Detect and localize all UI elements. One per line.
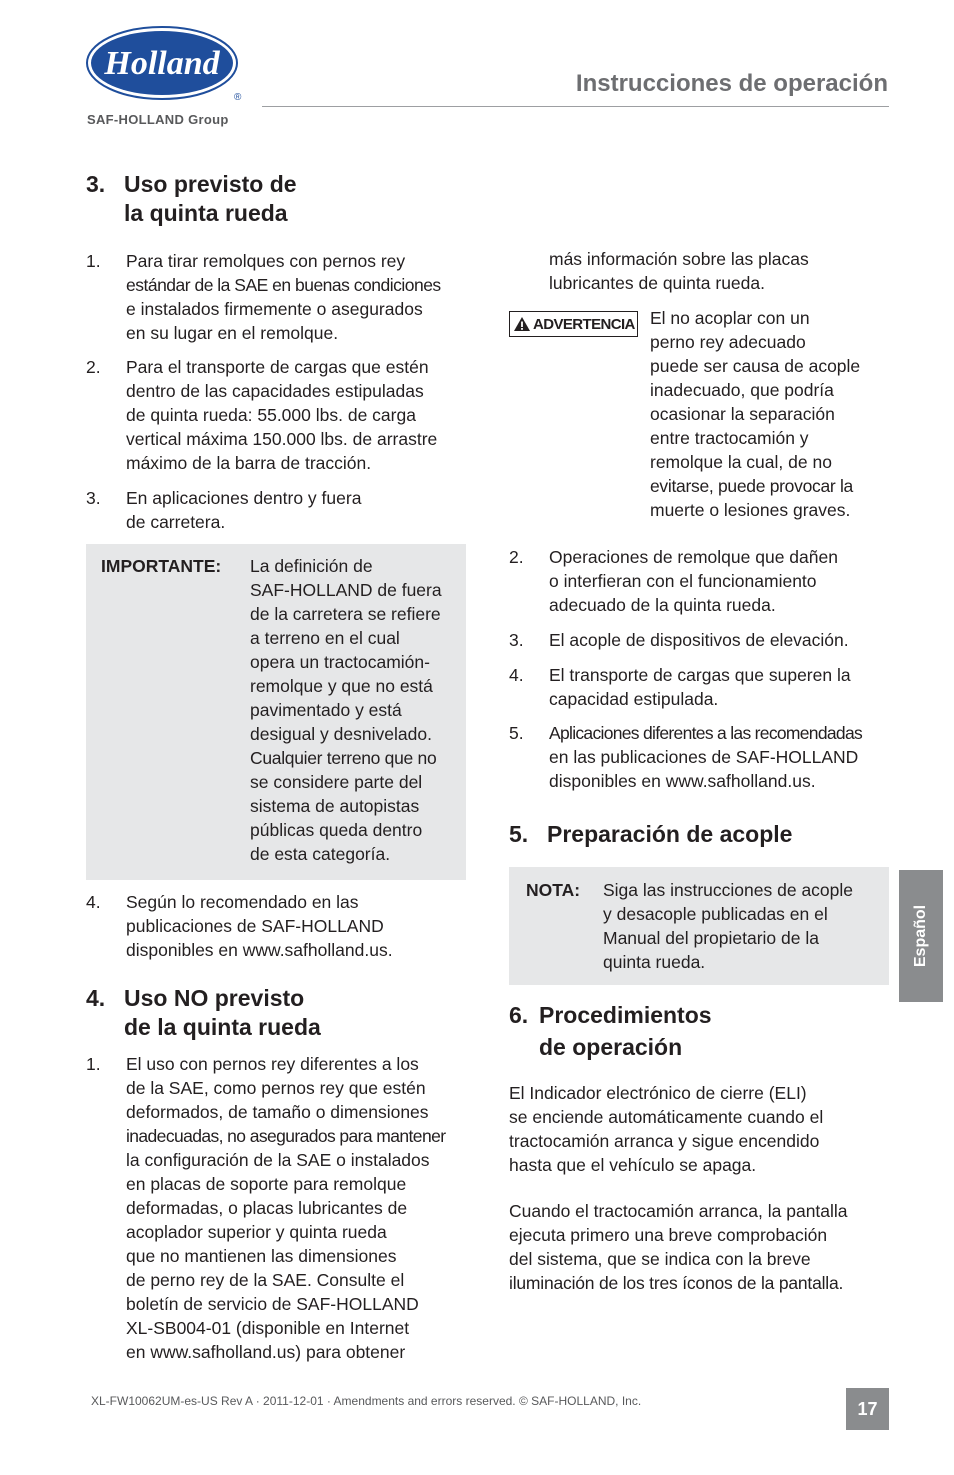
- list-item: 2. Operaciones de remolque que dañen o interfieran con el funcionamiento adecuado de la quinta rueda.: [509, 547, 838, 615]
- note-label: NOTA:: [526, 880, 581, 900]
- note-text: Siga las instrucciones de acople y desacople publicadas en el Manual del propietario de la quinta rueda.: [603, 880, 854, 972]
- logo-wordmark: Holland: [104, 45, 220, 82]
- list-item: 1. Para tirar remolques con pernos rey estándar de la SAE en buenas condiciones e instalados firmemente o asegurados en su lugar en el remolque.: [86, 251, 441, 343]
- warning-icon: [513, 316, 531, 332]
- continuation-text: más información sobre las placas lubricantes de quinta rueda.: [549, 249, 809, 293]
- list-item: 5. Aplicaciones diferentes a las recomendadas en las publicaciones de SAF-HOLLAND disponibles en www.safholland.us.: [509, 723, 863, 791]
- list-item: 2. Para el transporte de cargas que estén dentro de las capacidades estipuladas de quinta rueda: 55.000 lbs. de carga vertical máxima 150.000 lbs. de arrastre máximo de la barra de tracción.: [86, 357, 438, 473]
- list-item: 3. El acople de dispositivos de elevación.: [509, 630, 849, 650]
- section-5-heading: 5. Preparación de acople: [509, 821, 793, 847]
- warning-text: El no acoplar con un perno rey adecuado puede ser causa de acople inadecuado, que podría ocasionar la separación entre tractocamión y remolque la cual, de no evitarse, puede provocar la muerte o lesiones graves.: [650, 308, 861, 520]
- important-text: La definición de SAF-HOLLAND de fuera de la carretera se refiere a terreno en el cual opera un tractocamión- remolque y que no está pavimentado y está desigual y desnivelado. Cualquier terreno que no se considere parte del sistema de autopistas públicas queda dentro de esta categoría.: [250, 556, 442, 864]
- operation-paragraph-1: El Indicador electrónico de cierre (ELI) se enciende automáticamente cuando el tractocamión arranca y sigue encendido hasta que el vehículo se apaga.: [509, 1083, 824, 1175]
- section-6-heading: 6. Procedimientos de operación: [509, 1002, 712, 1060]
- holland-logo: [86, 26, 240, 104]
- list-item: 3. En aplicaciones dentro y fuera de carretera.: [86, 488, 362, 532]
- registered-mark: ®: [234, 92, 242, 103]
- page-header-title: Instrucciones de operación: [575, 70, 888, 97]
- section-4-heading: 4. Uso NO previsto de la quinta rueda: [86, 985, 321, 1040]
- page-number: 17: [846, 1388, 889, 1430]
- header-divider: [262, 106, 889, 107]
- list-item: 1. El uso con pernos rey diferentes a los de la SAE, como pernos rey que estén deformados, de tamaño o dimensiones inadecuadas, no asegurados para mantener la configuración de la SAE o instalados en placas de soporte para remolque deformadas, o placas lubricantes de acoplador superior y quinta rueda que no mantienen las dimensiones de perno rey de la SAE. Consulte el boletín de servicio de SAF-HOLLAND XL-SB004-01 (disponible en Internet en www.safholland.us) para obtener: [86, 1054, 446, 1362]
- note-callout: [509, 867, 889, 985]
- warning-badge: [509, 311, 638, 337]
- footer-text: XL-FW10062UM-es-US Rev A · 2011-12-01 · Amendments and errors reserved. © SAF-HOLLAND, Inc.: [91, 1394, 642, 1408]
- important-label: IMPORTANTE:: [101, 556, 222, 576]
- brand-group: SAF-HOLLAND Group: [87, 112, 229, 127]
- list-item: 4. Según lo recomendado en las publicaciones de SAF-HOLLAND disponibles en www.safholland.us.: [86, 892, 393, 960]
- section-3-heading: 3. Uso previsto de la quinta rueda: [86, 171, 297, 226]
- language-tab: Español: [899, 870, 943, 1002]
- list-item: 4. El transporte de cargas que superen la capacidad estipulada.: [509, 665, 851, 709]
- important-callout: [86, 544, 466, 880]
- operation-paragraph-2: Cuando el tractocamión arranca, la pantalla ejecuta primero una breve comprobación del sistema, que se indica con la breve iluminación de los tres íconos de la pantalla.: [509, 1201, 848, 1293]
- warning-label: ADVERTENCIA: [533, 315, 635, 333]
